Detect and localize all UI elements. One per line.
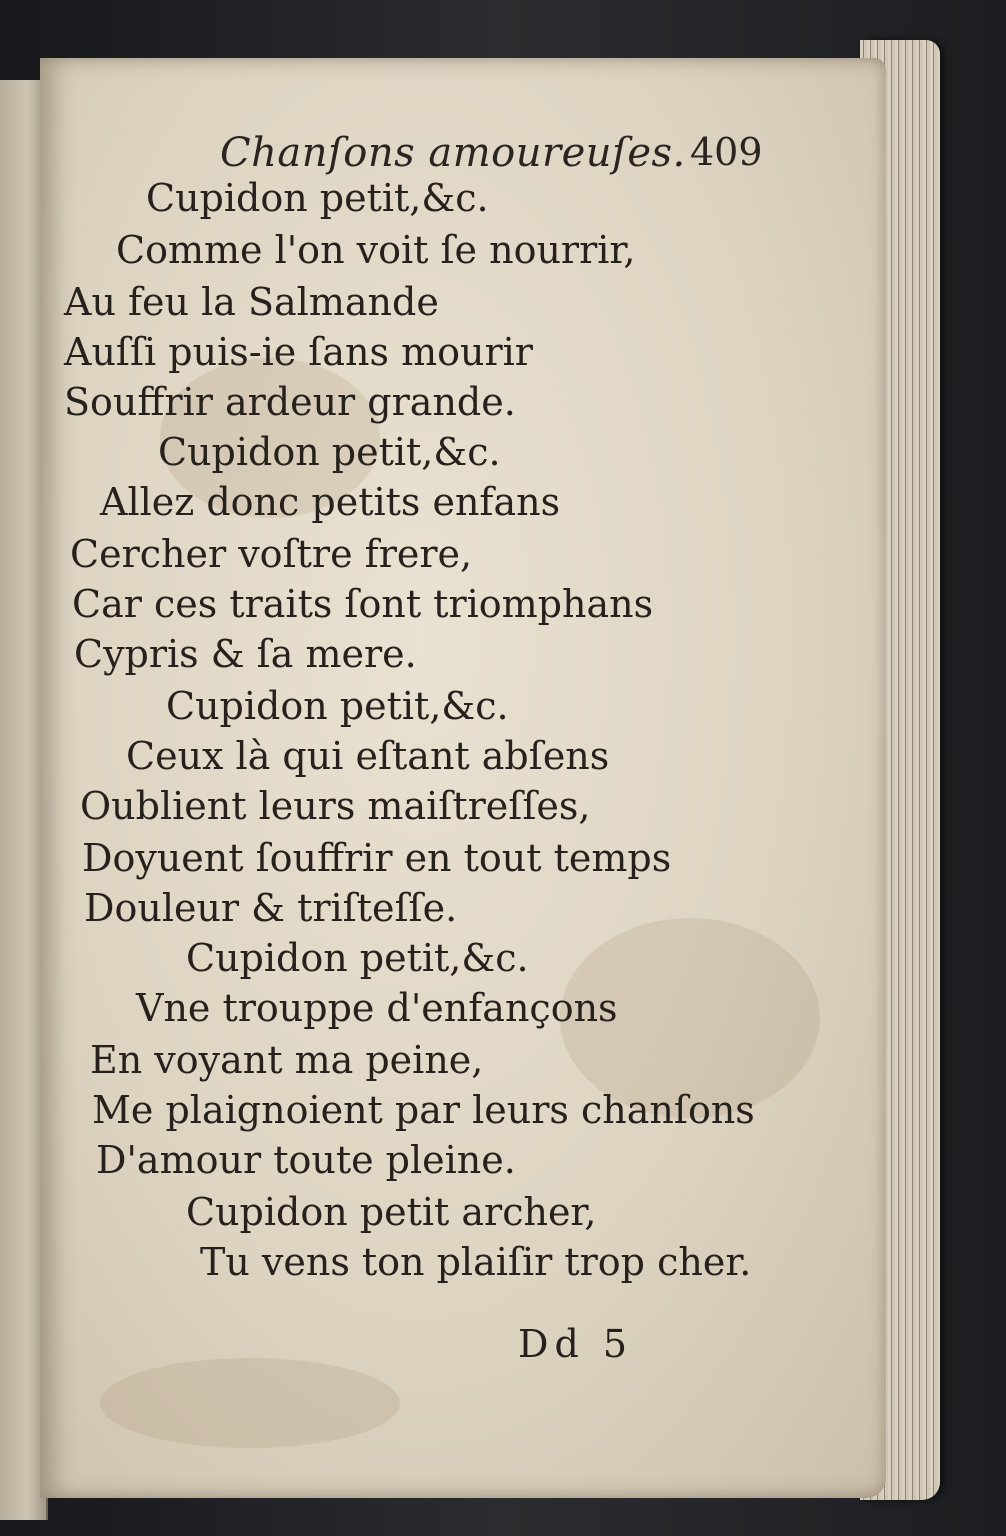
signature-mark: Dd 5 — [518, 1322, 634, 1366]
verse-line: Doyuent ſouffrir en tout temps — [82, 836, 672, 880]
book-page — [40, 58, 886, 1498]
verse-line: Vne trouppe d'enfançons — [136, 986, 618, 1030]
verse-line: Cercher voſtre frere, — [70, 532, 473, 576]
verse-line: Ceux là qui eſtant abſens — [126, 734, 610, 778]
verse-line: Au feu la Salmande — [64, 280, 439, 324]
verse-line: Douleur & triſteſſe. — [84, 886, 458, 930]
verse-line: Souffrir ardeur grande. — [64, 380, 516, 424]
foxing-stain — [100, 1358, 400, 1448]
verse-line: Cupidon petit,&c. — [146, 176, 489, 220]
running-head: Chanſons amoureuſes. — [220, 130, 686, 176]
verse-line: Cupidon petit archer, — [186, 1190, 597, 1234]
verse-line: Car ces traits ſont triomphans — [72, 582, 654, 626]
verse-line: Auſſi puis-ie ſans mourir — [64, 330, 533, 374]
verse-line: Allez donc petits enfans — [100, 480, 561, 524]
verse-line: Cupidon petit,&c. — [186, 936, 529, 980]
verse-line: D'amour toute pleine. — [96, 1138, 516, 1182]
verse-line: Tu vens ton plaiſir trop cher. — [200, 1240, 752, 1284]
verse-line: Cupidon petit,&c. — [158, 430, 501, 474]
verse-line: Oublient leurs maiſtreſſes, — [80, 784, 591, 828]
verse-line: Me plaignoient par leurs chanſons — [92, 1088, 755, 1132]
verse-line: En voyant ma peine, — [90, 1038, 484, 1082]
verse-line: Cupidon petit,&c. — [166, 684, 509, 728]
verse-line: Cypris & ſa mere. — [74, 632, 417, 676]
verse-line: Comme l'on voit ſe nourrir, — [116, 228, 636, 272]
page-number: 409 — [690, 130, 763, 174]
